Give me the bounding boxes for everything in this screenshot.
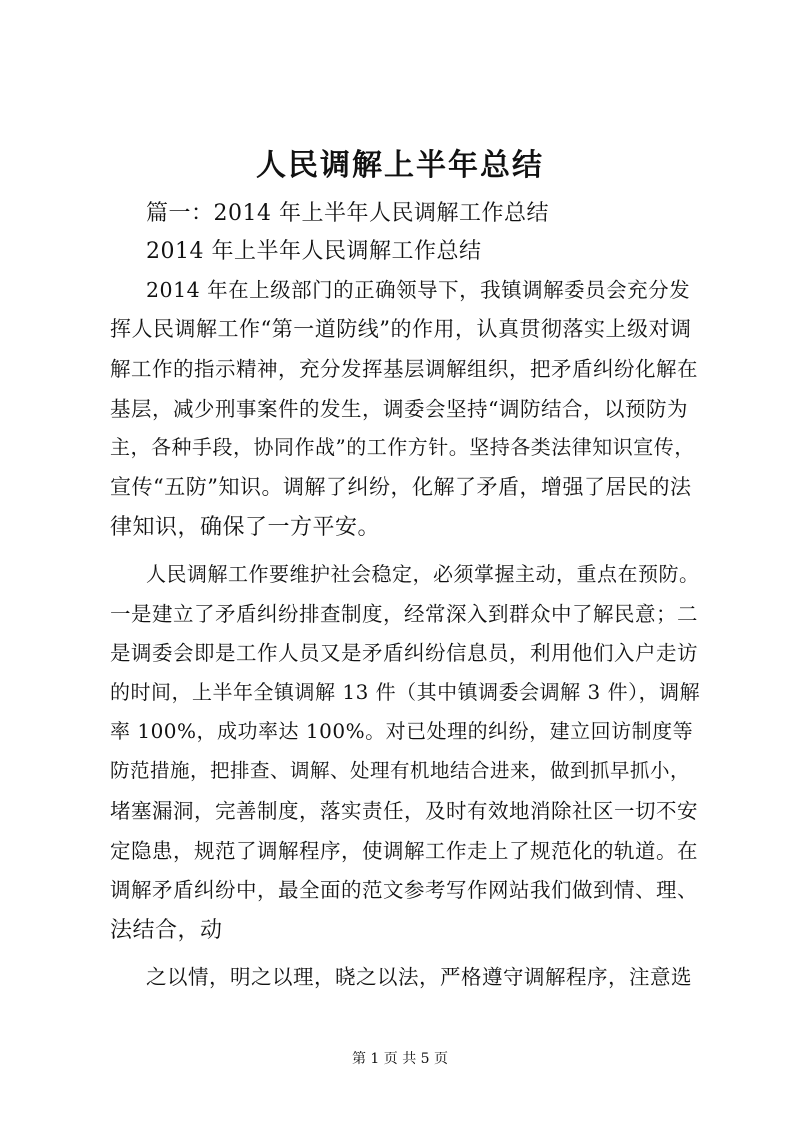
paragraph-line: 法结合，动 <box>110 918 223 943</box>
paragraph-line: 解工作的指示精神，充分发挥基层调解组织，把矛盾纠纷化解在 <box>110 357 698 381</box>
paragraph-line: 律知识，确保了一方平安。 <box>110 515 381 540</box>
paragraph-line: 堵塞漏洞，完善制度，落实责任，及时有效地消除社区一切不安 <box>110 799 698 823</box>
paragraph-line: 一是建立了矛盾纠纷排查制度，经常深入到群众中了解民意；二 <box>110 602 698 626</box>
paragraph-line: 篇一：2014 年上半年人民调解工作总结 <box>146 201 549 226</box>
page-footer: 第 1 页 共 5 页 <box>351 1051 449 1067</box>
paragraph-line: 人民调解工作要维护社会稳定，必须掌握主动，重点在预防。 <box>146 562 700 586</box>
paragraph-line: 挥人民调解工作“第一道防线”的作用，认真贯彻落实上级对调 <box>110 317 692 341</box>
paragraph-line: 宣传“五防”知识。调解了纠纷，化解了矛盾，增强了居民的法 <box>110 475 692 499</box>
paragraph-line: 2014 年上半年人民调解工作总结 <box>146 239 482 264</box>
paragraph-line: 调解矛盾纠纷中，最全面的范文参考写作网站我们做到情、理、 <box>110 878 698 902</box>
paragraph-line: 率 100%，成功率达 100%。对已处理的纠纷，建立回访制度等 <box>110 719 694 743</box>
paragraph-line: 是调委会即是工作人员又是矛盾纠纷信息员，利用他们入户走访 <box>110 641 698 665</box>
paragraph-line: 主，各种手段，协同作战”的工作方针。坚持各类法律知识宣传， <box>110 435 695 459</box>
paragraph-line: 基层，减少刑事案件的发生，调委会坚持“调防结合，以预防为 <box>110 397 688 421</box>
paragraph-line: 2014 年在上级部门的正确领导下，我镇调解委员会充分发 <box>146 278 691 302</box>
paragraph-line: 的时间，上半年全镇调解 13 件（其中镇调委会调解 3 件），调解 <box>110 680 701 704</box>
paragraph-line: 防范措施，把排查、调解、处理有机地结合进来，做到抓早抓小， <box>110 759 691 782</box>
paragraph-line: 之以情，明之以理，晓之以法，严格遵守调解程序，注意选 <box>146 965 692 989</box>
document-title: 人民调解上半年总结 <box>256 148 544 183</box>
paragraph-line: 定隐患，规范了调解程序，使调解工作走上了规范化的轨道。在 <box>110 839 698 863</box>
